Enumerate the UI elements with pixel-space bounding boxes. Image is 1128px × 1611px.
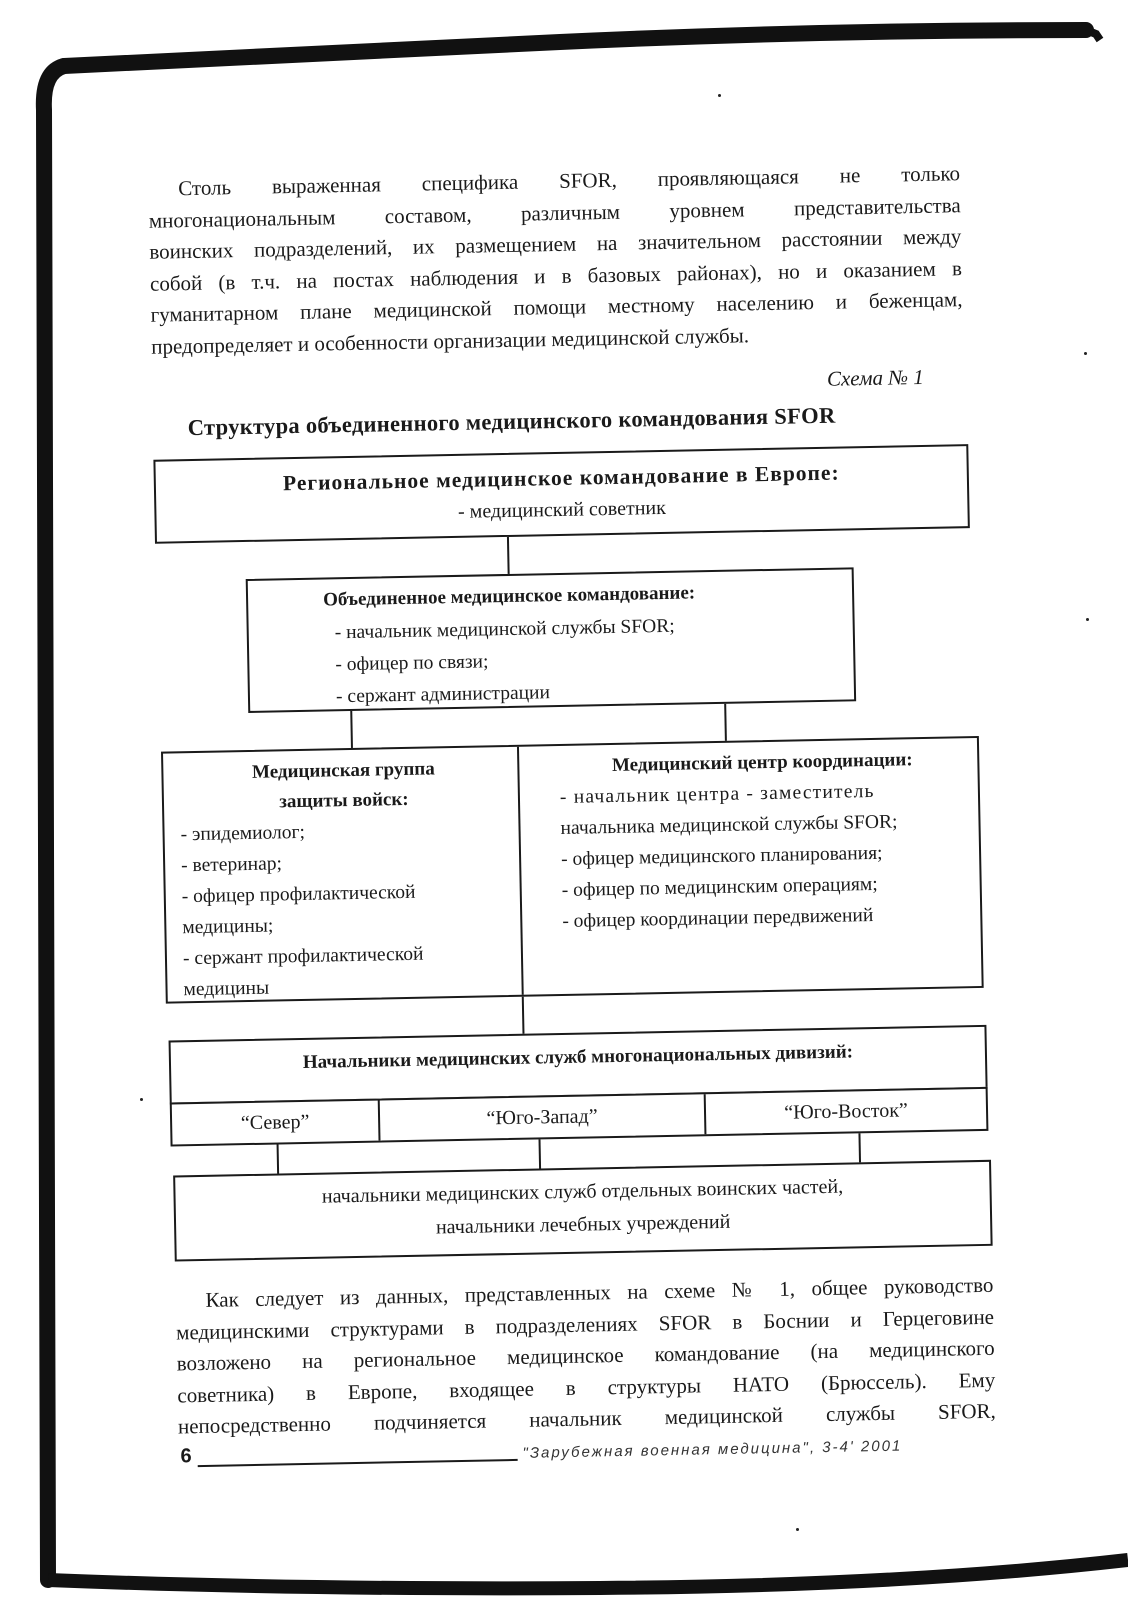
scan-speck xyxy=(1084,352,1087,355)
closing-paragraph xyxy=(175,1270,996,1443)
connector-line xyxy=(522,997,525,1035)
division-southeast: “Юго-Восток” xyxy=(784,1098,909,1124)
regional-command-box xyxy=(153,444,969,544)
page-number: 6 xyxy=(180,1445,192,1468)
joint-command-item: - начальник медицинской службы SFOR; xyxy=(334,615,675,644)
intro-line: собой (в т.ч. на постах наблюдения и в базовых районах), но и оказанием в xyxy=(149,255,963,296)
footer-journal: "Зарубежная военная медицина", 3-4' 2001 xyxy=(522,1437,903,1462)
closing-line: непосредственно подчиняется начальник медицинской службы SFOR, xyxy=(177,1398,997,1439)
intro-line: многонациональным составом, различным уровнем представительства xyxy=(148,192,961,233)
closing-line: возложено на региональное медицинское командование (на медицинского xyxy=(176,1335,995,1376)
connector-line xyxy=(350,711,353,749)
unit-chiefs-box xyxy=(173,1160,993,1262)
coordination-center-item: - офицер медицинского планирования; xyxy=(560,842,883,870)
intro-paragraph xyxy=(148,158,963,363)
protection-group-items xyxy=(180,813,512,1005)
protection-group-item: - ветеринар; xyxy=(180,853,283,877)
unit-chiefs-line: начальники медицинских служб отдельных воинских частей, xyxy=(321,1175,844,1208)
coordination-center-title: Медицинский центр координации: xyxy=(611,749,913,776)
protection-group xyxy=(163,747,524,1002)
connector-line xyxy=(539,1139,542,1169)
closing-line: Как следует из данных, представленных на схеме № 1, общее руководство xyxy=(205,1272,994,1312)
division-chiefs-title: Начальники медицинских служб многонациональных дивизий: xyxy=(302,1041,854,1073)
scan-speck xyxy=(140,1098,143,1101)
protection-group-item: медицины xyxy=(183,977,270,1001)
groups-box xyxy=(161,736,984,1004)
closing-line: советника) в Европе, входящее в структуры НАТО (Брюссель). Ему xyxy=(177,1367,996,1407)
scan-speck xyxy=(796,1528,799,1531)
scan-speck xyxy=(1086,618,1089,621)
protection-group-title-line: Медицинская группа xyxy=(251,758,435,783)
connector-line xyxy=(724,704,727,742)
connector-line xyxy=(858,1133,861,1163)
joint-command-items xyxy=(334,611,676,714)
coordination-center xyxy=(519,738,982,995)
joint-command-title: Объединенное медицинское командование: xyxy=(322,582,696,611)
protection-group-title xyxy=(179,753,508,819)
coordination-center-item: начальника медицинской службы SFOR; xyxy=(560,811,898,839)
protection-group-item: медицины; xyxy=(182,915,274,939)
closing-line: медицинскими структурами в подразделениях SFOR в Боснии и Герцеговине xyxy=(175,1304,995,1344)
intro-line: Столь выраженная специфика SFOR, проявляющаяся не только xyxy=(177,161,961,201)
unit-chiefs-line: начальники лечебных учреждений xyxy=(435,1210,731,1239)
regional-command-subtitle: - медицинский советник xyxy=(457,496,667,523)
scan-speck xyxy=(718,94,721,97)
coordination-center-item: - офицер по медицинским операциям; xyxy=(561,873,878,901)
connector-line xyxy=(507,537,510,575)
coordination-center-item: - начальник центра - заместитель xyxy=(559,780,875,808)
joint-command-item: - офицер по связи; xyxy=(335,651,489,676)
joint-command-item: - сержант администрации xyxy=(335,682,551,708)
regional-command-title: Региональное медицинское командование в Европе: xyxy=(282,460,840,496)
protection-group-title-line: защиты войск: xyxy=(279,788,409,813)
scheme-title: Структура объединенного медицинского командования SFOR xyxy=(187,402,836,441)
division-north: “Север” xyxy=(172,1101,381,1145)
coordination-center-item: - офицер координации передвижений xyxy=(562,905,874,932)
scheme-label: Схема № 1 xyxy=(826,364,925,391)
division-southwest: “Юго-Запад” xyxy=(380,1094,707,1140)
intro-line: гуманитарном плане медицинской помощи местному населению и беженцам, xyxy=(150,287,963,327)
protection-group-item: - эпидемиолог; xyxy=(180,821,306,846)
intro-line: воинских подразделений, их размещением на значительном расстоянии между xyxy=(149,224,962,264)
connector-line xyxy=(277,1144,280,1174)
coordination-center-items xyxy=(560,774,969,937)
unit-chiefs-text xyxy=(175,1168,990,1250)
joint-command-box xyxy=(246,567,856,713)
protection-group-item: - офицер профилактической xyxy=(181,881,416,908)
intro-line: предопределяет и особенности организации медицинской службы. xyxy=(150,322,750,359)
footer-rule xyxy=(198,1459,518,1467)
protection-group-item: - сержант профилактической xyxy=(182,943,424,970)
